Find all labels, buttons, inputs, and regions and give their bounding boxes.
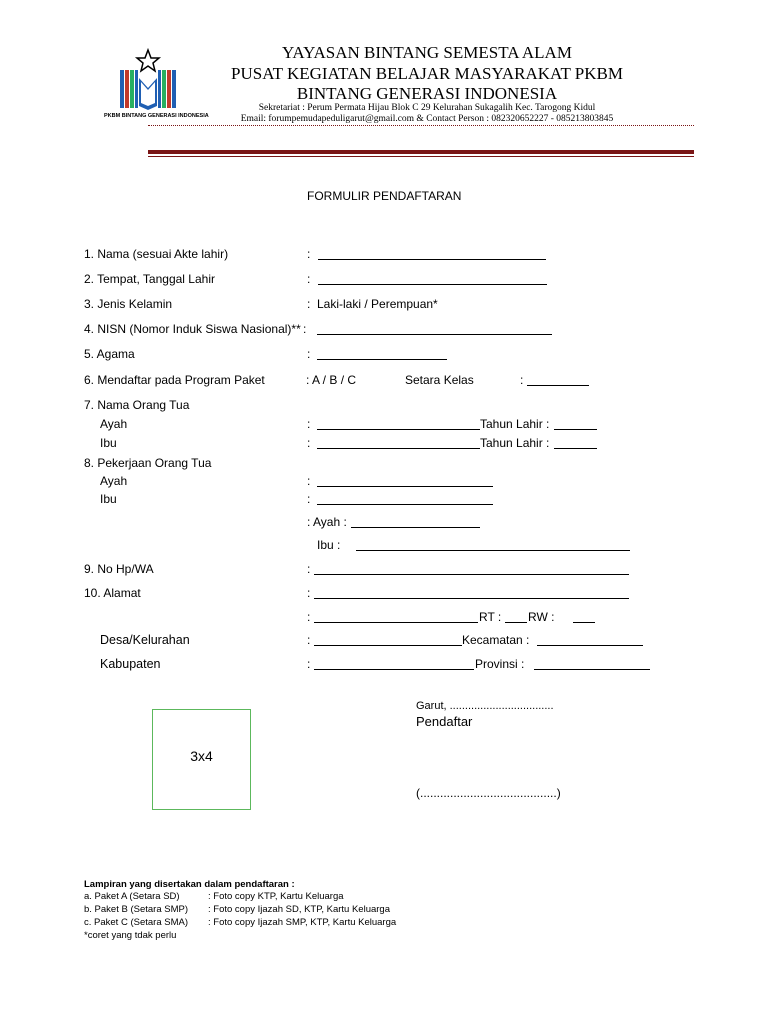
field-nisn[interactable] xyxy=(317,334,552,335)
footer-paket-a: a. Paket A (Setara SD) xyxy=(84,891,180,902)
label-ibu: Ibu xyxy=(100,492,117,506)
header-email: Email: forumpemudapeduligarut@gmail.com & Contact Person : 082320652227 - 085213803845 xyxy=(240,114,614,124)
colon: : xyxy=(307,586,311,600)
value-program: : A / B / C xyxy=(306,373,357,387)
colon: : xyxy=(307,247,311,261)
label-jenis-kelamin: 3. Jenis Kelamin xyxy=(84,297,173,311)
form-title: FORMULIR PENDAFTARAN xyxy=(307,189,462,203)
field-rw[interactable] xyxy=(573,622,595,623)
header-divider xyxy=(148,125,694,126)
label-tahun-lahir-ibu: Tahun Lahir : xyxy=(480,436,550,450)
field-no-hp[interactable] xyxy=(314,574,629,575)
colon: : xyxy=(307,436,311,450)
logo-caption: PKBM BINTANG GENERASI INDONESIA xyxy=(104,113,209,119)
label-desa: Desa/Kelurahan xyxy=(100,633,190,647)
header-rule-thin xyxy=(148,156,694,157)
colon: : xyxy=(307,657,311,671)
colon: : xyxy=(307,417,311,431)
label-nama: 1. Nama (sesuai Akte lahir) xyxy=(84,247,229,261)
label-nama-ortu: 7. Nama Orang Tua xyxy=(84,398,190,412)
label-kecamatan: Kecamatan : xyxy=(462,633,530,647)
value-jenis-kelamin: Laki-laki / Perempuan* xyxy=(317,297,438,311)
label-pekerjaan-ortu: 8. Pekerjaan Orang Tua xyxy=(84,456,212,470)
label-ayah: Ayah xyxy=(100,417,128,431)
field-nama-ayah[interactable] xyxy=(317,429,480,430)
colon: : xyxy=(307,492,311,506)
footer-title: Lampiran yang disertakan dalam pendaftaran : xyxy=(84,879,295,890)
field-kecamatan[interactable] xyxy=(537,645,643,646)
field-alamat-2[interactable] xyxy=(314,622,478,623)
field-kabupaten[interactable] xyxy=(314,669,474,670)
label-pendaftar: Pendaftar xyxy=(416,714,473,729)
field-pekerjaan-ayah[interactable] xyxy=(317,486,493,487)
colon: : xyxy=(307,633,311,647)
footer-paket-c: c. Paket C (Setara SMA) xyxy=(84,917,189,928)
field-agama[interactable] xyxy=(317,359,447,360)
footer-doc-b: : Foto copy Ijazah SD, KTP, Kartu Keluarga xyxy=(208,904,391,915)
label-agama: 5. Agama xyxy=(84,347,135,361)
field-provinsi[interactable] xyxy=(534,669,650,670)
label-setara-kelas: Setara Kelas xyxy=(405,373,474,387)
header-line-1: YAYASAN BINTANG SEMESTA ALAM xyxy=(282,43,572,62)
colon: : xyxy=(307,297,311,311)
field-tahun-lahir-ayah[interactable] xyxy=(554,429,597,430)
label-garut-date: Garut, .................................. xyxy=(416,700,554,712)
field-setara-kelas[interactable] xyxy=(527,385,589,386)
field-alamat[interactable] xyxy=(314,598,629,599)
field-tahun-lahir-ibu[interactable] xyxy=(554,448,597,449)
colon: : xyxy=(307,347,311,361)
label-ttl: 2. Tempat, Tanggal Lahir xyxy=(84,272,215,286)
label-kabupaten: Kabupaten xyxy=(100,657,161,671)
field-rt[interactable] xyxy=(505,622,527,623)
footer-doc-a: : Foto copy KTP, Kartu Keluarga xyxy=(208,891,344,902)
label-ayah: Ayah xyxy=(100,474,128,488)
colon: : xyxy=(303,322,307,336)
signature-line: (.........................................) xyxy=(416,786,561,800)
header-rule-thick xyxy=(148,150,694,154)
label-ibu: Ibu xyxy=(100,436,117,450)
field-nama-ibu[interactable] xyxy=(317,448,480,449)
field-ibu-extra[interactable] xyxy=(356,550,630,551)
label-ayah-extra: : Ayah : xyxy=(307,515,347,529)
label-rt: RT : xyxy=(479,610,502,624)
field-ttl[interactable] xyxy=(318,284,547,285)
colon: : xyxy=(307,610,311,624)
label-no-hp: 9. No Hp/WA xyxy=(84,562,154,576)
footer-note: *coret yang tdak perlu xyxy=(84,930,177,941)
field-nama[interactable] xyxy=(318,259,546,260)
label-rw: RW : xyxy=(528,610,555,624)
label-ibu-extra: Ibu : xyxy=(317,538,341,552)
header-line-3: BINTANG GENERASI INDONESIA xyxy=(296,84,558,103)
label-tahun-lahir-ayah: Tahun Lahir : xyxy=(480,417,550,431)
colon: : xyxy=(307,562,311,576)
label-program: 6. Mendaftar pada Program Paket xyxy=(84,373,265,387)
photo-label: 3x4 xyxy=(190,748,213,764)
field-ayah-extra[interactable] xyxy=(351,527,480,528)
colon: : xyxy=(307,474,311,488)
colon: : xyxy=(520,373,524,387)
field-pekerjaan-ibu[interactable] xyxy=(317,504,493,505)
colon: : xyxy=(307,272,311,286)
field-desa[interactable] xyxy=(314,645,462,646)
header-address: Sekretariat : Perum Permata Hijau Blok C 29 Kelurahan Sukagalih Kec. Tarogong Kidul xyxy=(258,103,596,113)
footer-paket-b: b. Paket B (Setara SMP) xyxy=(84,904,189,915)
header-line-2: PUSAT KEGIATAN BELAJAR MASYARAKAT PKBM xyxy=(231,64,623,83)
footer-doc-c: : Foto copy Ijazah SMP, KTP, Kartu Keluarga xyxy=(208,917,397,928)
label-nisn: 4. NISN (Nomor Induk Siswa Nasional)** xyxy=(84,322,301,336)
label-provinsi: Provinsi : xyxy=(475,657,525,671)
label-alamat: 10. Alamat xyxy=(84,586,141,600)
